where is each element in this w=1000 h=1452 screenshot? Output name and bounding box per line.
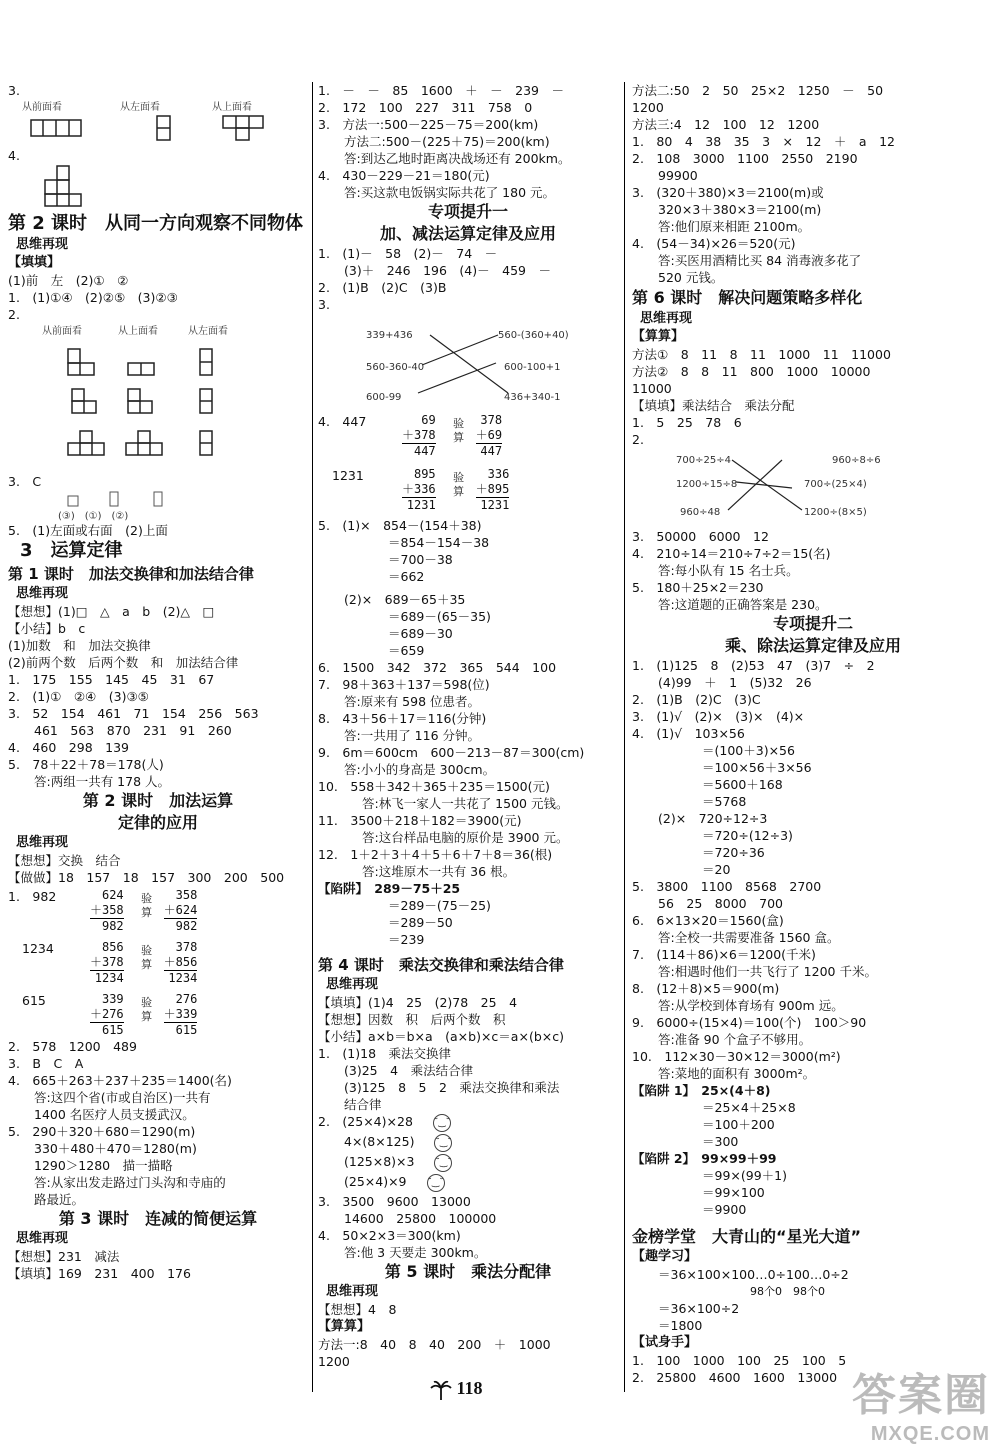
answer-line: 1. (1)①④ (2)②⑤ (3)②③	[8, 290, 178, 305]
answer-line: 6. 6×13×20＝1560(盒)	[632, 913, 784, 928]
vertical-calc	[476, 413, 502, 459]
vertical-calc	[164, 940, 198, 986]
answer-line: 2. (1)B (2)C (3)C	[632, 692, 761, 707]
vertical-calc	[90, 940, 124, 986]
caption-top: 从上面看	[118, 326, 158, 337]
top-view-grid	[222, 115, 264, 141]
answer-line: 2. 172 100 227 311 758 0	[318, 100, 533, 115]
calc-result: 1234	[164, 970, 198, 986]
answer-line: 答:这道题的正确答案是 230。	[658, 597, 828, 612]
suan-heading: 【算算】	[632, 329, 685, 344]
lesson5-title: 第 5 课时 乘法分配律	[384, 1262, 552, 1281]
answer-line: 3. (320＋380)×3＝2100(m)或	[632, 185, 824, 200]
answer-line: 答:他们原来相距 2100m。	[658, 219, 811, 234]
vertical-calc-row	[8, 940, 308, 986]
jinbang-title: 金榜学堂 大青山的“星光大道”	[632, 1227, 862, 1246]
answer-line: 461 563 870 231 91 260	[34, 723, 232, 738]
answer-line: ＝100＋200	[702, 1117, 775, 1132]
answer-line: 98个0 98个0	[750, 1285, 825, 1298]
smiley-face-icon: ˘‿˘	[427, 1174, 445, 1192]
answer-line: ＝5600＋168	[702, 777, 783, 792]
answer-line: (4)99 ＋ 1 (5)32 26	[658, 675, 812, 690]
caption-front: 从前面看	[22, 102, 62, 113]
three-view-grid	[8, 323, 308, 473]
answer-line: 3. 方法一:500－225－75＝200(km)	[318, 117, 539, 132]
answer-line: 方法二:500－(225＋75)＝200(km)	[344, 134, 550, 149]
column-2	[318, 82, 618, 1370]
answer-line: 1234	[22, 941, 54, 956]
answer-line: 答:每小队有 15 名士兵。	[658, 563, 799, 578]
lesson2b-title: 第 2 课时 加法运算	[82, 791, 234, 810]
calc-result: 447	[402, 443, 436, 459]
caption-left: 从左面看	[120, 102, 160, 113]
answer-line: 答:从学校到体育场有 900m 远。	[658, 998, 844, 1013]
page-number	[430, 1378, 483, 1401]
calc-line: 378	[175, 940, 198, 954]
answer-line: 答:菜地的面积有 3000m²。	[658, 1066, 816, 1081]
answer-line: 8. 43＋56＋17＝116(分钟)	[318, 711, 487, 726]
vertical-calc	[402, 413, 436, 459]
answer-line: 11. 3500＋218＋182＝3900(元)	[318, 813, 522, 828]
answer-line: ＝99×100	[702, 1185, 765, 1200]
answer-line: ＝289－50	[388, 915, 453, 930]
yan-suan-label: 验算	[453, 417, 465, 444]
answer-line: 56 25 8000 700	[658, 896, 783, 911]
special-topic-2-title: 专项提升二	[772, 614, 853, 633]
expr-text: (125×8)×3	[344, 1154, 415, 1169]
answer-line: 10. 112×30－30×12＝3000(m²)	[632, 1049, 841, 1064]
answer-line: 4. 460 298 139	[8, 740, 130, 755]
calc-result: 615	[164, 1022, 198, 1038]
answer-line: (1)加数 和 加法交换律	[8, 638, 151, 653]
watermark-url: MXQE.COM	[870, 1423, 990, 1445]
answer-line: (2)× 720÷12÷3	[658, 811, 768, 826]
left-view-grid	[156, 115, 172, 141]
expr-right-3: 1200÷(8×5)	[804, 507, 867, 518]
answer-line: 5. 3800 1100 8568 2700	[632, 879, 822, 894]
answer-line: 方法① 8 11 8 11 1000 11 11000	[632, 347, 891, 362]
small-shape-labels: (③) (①) (②)	[58, 511, 129, 522]
answer-line: 3. 3500 9600 13000	[318, 1194, 471, 1209]
calc-result: 1234	[90, 970, 124, 986]
answer-line: 11000	[632, 381, 672, 396]
answer-line: 320×3＋380×3＝2100(m)	[658, 202, 822, 217]
answer-line: ＝720÷(12÷3)	[702, 828, 793, 843]
answer-line: 1200	[318, 1354, 350, 1369]
special-topic-1-title: 专项提升一	[427, 202, 508, 221]
expr-left-1: 700÷25÷4	[676, 455, 731, 466]
calc-line: 69	[421, 413, 436, 427]
siwei-heading: 思维再现	[326, 1284, 379, 1299]
answer-line: 1. 5 25 78 6	[632, 415, 742, 430]
answer-line: 2. 578 1200 489	[8, 1039, 137, 1054]
quxuexi-heading: 【趣学习】	[632, 1249, 698, 1264]
answer-line: (3)25 4 乘法结合律	[344, 1063, 474, 1078]
caption-front: 从前面看	[42, 326, 82, 337]
answer-line	[318, 1153, 618, 1173]
answer-line: 答:准备 90 个盒子不够用。	[658, 1032, 812, 1047]
calc-line: ＋856	[163, 955, 198, 969]
answer-line: 3. B C A	[8, 1056, 84, 1071]
calc-line: 276	[175, 992, 198, 1006]
answer-line: 1200	[632, 100, 664, 115]
answer-line: 4. 447	[318, 414, 367, 429]
answer-line: 1. 100 1000 100 25 100 5	[632, 1353, 847, 1368]
answer-line	[318, 1133, 618, 1153]
expr-left-3: 960÷48	[680, 507, 721, 518]
answer-line: 【填填】乘法结合 乘法分配	[632, 398, 795, 413]
siwei-heading: 思维再现	[16, 835, 69, 850]
page-number-text: 118	[456, 1378, 483, 1398]
small-shapes	[8, 490, 308, 522]
answer-line: 1. 80 4 38 35 3 × 12 ＋ a 12	[632, 134, 895, 149]
calc-line: ＋358	[89, 903, 124, 917]
answer-line: 方法② 8 8 11 800 1000 10000	[632, 364, 871, 379]
vertical-calc	[476, 467, 510, 513]
small-shape-glyphs	[58, 490, 178, 508]
answer-line: 答:相遇时他们一共飞行了 1200 千米。	[658, 964, 877, 979]
answer-line: 1. － － 85 1600 ＋ － 239 －	[318, 83, 565, 98]
answer-line: 答:全校一共需要准备 1560 盒。	[658, 930, 840, 945]
answer-line: 【填填】169 231 400 176	[8, 1266, 191, 1281]
answer-line: 99900	[658, 168, 698, 183]
answer-line: 5. 290＋320＋680＝1290(m)	[8, 1124, 196, 1139]
answer-line: 答:这堆原木一共有 36 根。	[362, 864, 516, 879]
expr-right-1: 960÷8÷6	[832, 455, 881, 466]
answer-line: 答:小小的身高是 300cm。	[344, 762, 496, 777]
answer-line: 【想想】交换 结合	[8, 853, 121, 868]
siwei-heading: 思维再现	[16, 1231, 69, 1246]
answer-line: 3. (1)√ (2)× (3)× (4)×	[632, 709, 805, 724]
suan-heading: 【算算】	[318, 1319, 371, 1334]
calc-line: ＋276	[89, 1007, 124, 1021]
answer-line: (2)前两个数 后两个数 和 加法结合律	[8, 655, 239, 670]
yan-suan-label: 验算	[453, 471, 465, 498]
answer-line: 结合律	[344, 1097, 382, 1112]
calc-line: ＋378	[401, 428, 436, 442]
answer-line: 答:原来有 598 位患者。	[344, 694, 481, 709]
lesson4-title: 第 4 课时 乘法交换律和乘法结合律	[318, 956, 564, 974]
yan-suan-label: 验算	[141, 892, 153, 919]
answer-line: 5. 180＋25×2＝230	[632, 580, 764, 595]
column-1	[8, 82, 308, 1282]
answer-line: 8. (12＋8)×5＝900(m)	[632, 981, 780, 996]
expr-right-2: 600-100+1	[504, 362, 561, 373]
answer-line: ＝700－38	[388, 552, 453, 567]
answer-line: 方法二:50 2 50 25×2 1250 － 50	[632, 83, 884, 98]
answer-line: 答:一共用了 116 分钟。	[344, 728, 481, 743]
matching-diagram	[632, 448, 994, 528]
answer-line: 答:两组一共有 178 人。	[34, 774, 171, 789]
answer-line: 7. 98＋363＋137＝598(位)	[318, 677, 490, 692]
answer-line: 方法三:4 12 100 12 1200	[632, 117, 820, 132]
answer-line: 2. (1)① ②④ (3)③⑤	[8, 689, 149, 704]
answer-line: ＝36×100÷2	[658, 1301, 740, 1316]
answer-line: ＝99×(99＋1)	[702, 1168, 787, 1183]
answer-line: (3)125 8 5 2 乘法交换律和乘法	[344, 1080, 560, 1095]
expr-right-3: 436+340-1	[504, 392, 561, 403]
special-topic-1-subtitle: 加、减法运算定律及应用	[379, 224, 556, 243]
lesson1-title: 第 1 课时 加法交换律和加法结合律	[8, 565, 254, 583]
yan-suan-label: 验算	[141, 944, 153, 971]
answer-line: ＝1800	[658, 1318, 703, 1333]
expr-text: (25×4)×9	[344, 1174, 407, 1189]
palm-tree-icon	[430, 1379, 452, 1401]
answer-line: 【做做】18 157 18 157 300 200 500	[8, 870, 285, 885]
item-4: 4.	[8, 148, 20, 163]
answer-line: 6. 1500 342 372 365 544 100	[318, 660, 557, 675]
answer-line	[318, 1113, 618, 1133]
caption-top: 从上面看	[212, 102, 252, 113]
siwei-heading: 思维再现	[16, 586, 69, 601]
unit3-title: 3 运算定律	[20, 540, 123, 561]
answer-line: 3. 52 154 461 71 154 256 563	[8, 706, 259, 721]
answer-line: ＝289－(75－25)	[388, 898, 491, 913]
answer-line: ＝662	[388, 569, 425, 584]
calc-line: 358	[175, 888, 198, 902]
answer-line: 答:林飞一家人一共花了 1500 元钱。	[362, 796, 569, 811]
answer-line: 路最近。	[34, 1192, 85, 1207]
answer-line: ＝36×100×100…0÷100…0÷2	[658, 1267, 849, 1282]
watermark-logo-text: 答案圈	[852, 1371, 990, 1420]
answer-line: 2. 25800 4600 1600 13000	[632, 1370, 838, 1385]
answer-line: 5. (1)× 854－(154＋38)	[318, 518, 482, 533]
answer-line: 答:买这款电饭锅实际共花了 180 元。	[344, 185, 556, 200]
answer-line: ＝300	[702, 1134, 739, 1149]
answer-line: 【小结】b c	[8, 621, 86, 636]
vertical-calc	[90, 888, 124, 934]
trap-line: 【陷阱 1】 25×(4＋8)	[632, 1083, 771, 1098]
answer-line: 4. (1)√ 103×56	[632, 726, 745, 741]
trap-line: 【陷阱】 289－75＋25	[318, 881, 461, 896]
calc-result: 982	[90, 918, 124, 934]
answer-line: 2.	[8, 307, 20, 322]
answer-line: ＝239	[388, 932, 425, 947]
yan-suan-label: 验算	[141, 996, 153, 1023]
siwei-heading: 思维再现	[326, 977, 379, 992]
answer-line: 5. (1)左面或右面 (2)上面	[8, 523, 168, 538]
calc-result: 447	[476, 443, 502, 459]
vertical-calc	[402, 467, 436, 513]
expr-right-1: 560-(360+40)	[498, 330, 569, 341]
answer-line: 4. 210÷14＝210÷7÷2＝15(名)	[632, 546, 831, 561]
column-divider-1	[312, 82, 313, 1392]
vertical-calc	[164, 888, 198, 934]
answer-line	[318, 1173, 618, 1193]
answer-line: (3)＋ 246 196 (4)－ 459 －	[344, 263, 551, 278]
answer-line: 4. 665＋263＋237＋235＝1400(名)	[8, 1073, 232, 1088]
answer-line: 【想想】(1)□ △ a b (2)△ □	[8, 604, 215, 619]
item-3: 3.	[8, 83, 20, 98]
answer-line: 答:这台样品电脑的原价是 3900 元。	[362, 830, 569, 845]
answer-line: 2.	[632, 432, 644, 447]
vertical-calc-row	[318, 467, 618, 513]
answer-line: 1. (1)－ 58 (2)－ 74 －	[318, 246, 498, 261]
answer-line: 3.	[318, 297, 330, 312]
calc-result: 1231	[476, 497, 510, 513]
calc-line: 856	[101, 940, 124, 954]
item-4-grid	[44, 164, 84, 208]
calc-result: 1231	[402, 497, 436, 513]
answer-line: 7. (114＋86)×6＝1200(千米)	[632, 947, 816, 962]
answer-line: 1. (1)18 乘法交换律	[318, 1046, 452, 1061]
expr-left-3: 600-99	[366, 392, 402, 403]
answer-line: 9. 6000÷(15×4)＝100(个) 100＞90	[632, 1015, 867, 1030]
answer-line: 答:买医用酒精比买 84 消毒液多花了	[658, 253, 862, 268]
view-diagram-row	[8, 99, 308, 147]
answer-line: 1400 名医疗人员支援武汉。	[34, 1107, 195, 1122]
calc-result: 615	[90, 1022, 124, 1038]
expr-left-1: 339+436	[366, 330, 413, 341]
trap-line: 【陷阱 2】 99×99＋99	[632, 1151, 777, 1166]
answer-line: 4. (54－34)×26＝520(元)	[632, 236, 796, 251]
answer-line: (2)× 689－65＋35	[344, 592, 466, 607]
answer-line: 2. (1)B (2)C (3)B	[318, 280, 447, 295]
smiley-face-icon: ˘‿˘	[433, 1114, 451, 1132]
answer-line: 12. 1＋2＋3＋4＋5＋6＋7＋8＝36(根)	[318, 847, 553, 862]
expr-left-2: 1200÷15÷8	[676, 479, 738, 490]
special-topic-2-subtitle: 乘、除法运算定律及应用	[724, 636, 901, 655]
answer-line: ＝689－30	[388, 626, 453, 641]
view-shapes	[48, 339, 228, 469]
answer-line: 【填填】(1)4 25 (2)78 25 4	[318, 995, 518, 1010]
vertical-calc	[164, 992, 198, 1038]
answer-line: 1. 982	[8, 889, 57, 904]
expr-text: 4×(8×125)	[344, 1134, 415, 1149]
answer-line: 方法一:8 40 8 40 200 ＋ 1000	[318, 1337, 551, 1352]
vertical-calc-row	[8, 992, 308, 1038]
answer-line: 【想想】231 减法	[8, 1249, 120, 1264]
answer-line: 520 元钱。	[658, 270, 724, 285]
vertical-calc	[90, 992, 124, 1038]
answer-line: 4. 430－229－21＝180(元)	[318, 168, 490, 183]
answer-line: 9. 6m＝600cm 600－213－87＝300(cm)	[318, 745, 585, 760]
answer-line: 答:他 3 天要走 300km。	[344, 1245, 487, 1260]
column-divider-2	[624, 82, 625, 1392]
column-3	[632, 82, 994, 1386]
answer-line: 3. C	[8, 474, 42, 489]
answer-line: 14600 25800 100000	[344, 1211, 497, 1226]
calc-line: ＋336	[401, 482, 436, 496]
answer-line: 1. (1)125 8 (2)53 47 (3)7 ÷ 2	[632, 658, 875, 673]
expr-right-2: 700÷(25×4)	[804, 479, 867, 490]
answer-line: 3. 50000 6000 12	[632, 529, 769, 544]
calc-line: ＋624	[163, 903, 198, 917]
answer-line: ＝(100＋3)×56	[702, 743, 795, 758]
answer-line: 1231	[332, 468, 364, 483]
answer-line: 10. 558＋342＋365＋235＝1500(元)	[318, 779, 550, 794]
vertical-calc-row	[318, 413, 618, 459]
calc-line: 336	[487, 467, 510, 481]
answer-line: 【小结】a×b＝b×a (a×b)×c＝a×(b×c)	[318, 1029, 564, 1044]
answer-line: ＝9900	[702, 1202, 747, 1217]
calc-result: 982	[164, 918, 198, 934]
calc-line: 378	[480, 413, 503, 427]
caption-left: 从左面看	[188, 326, 228, 337]
answer-line: 【想想】因数 积 后两个数 积	[318, 1012, 506, 1027]
expr-text: 2. (25×4)×28	[318, 1114, 413, 1129]
answer-line: ＝25×4＋25×8	[702, 1100, 796, 1115]
lesson6-title: 第 6 课时 解决问题策略多样化	[632, 288, 863, 307]
expr-left-2: 560-360-40	[366, 362, 425, 373]
answer-line: 5. 78＋22＋78＝178(人)	[8, 757, 164, 772]
front-view-grid	[30, 115, 82, 137]
vertical-calc-row	[8, 888, 308, 934]
smiley-face-icon: ˘‿˘	[434, 1154, 452, 1172]
calc-line: 339	[101, 992, 124, 1006]
answer-line: ＝20	[702, 862, 731, 877]
answer-line: 答:从家出发走路过门头沟和寺庙的	[34, 1175, 226, 1190]
calc-line: ＋378	[89, 955, 124, 969]
shishenshou-heading: 【试身手】	[632, 1335, 698, 1350]
answer-line: ＝5768	[702, 794, 747, 809]
answer-line: ＝100×56＋3×56	[702, 760, 812, 775]
answer-line: 答:这四个省(市或自治区)一共有	[34, 1090, 211, 1105]
matching-diagram	[318, 313, 618, 409]
calc-line: ＋69	[475, 428, 503, 442]
smiley-face-icon: ˘‿˘	[434, 1134, 452, 1152]
answer-line: 330＋480＋470＝1280(m)	[34, 1141, 197, 1156]
siwei-heading: 思维再现	[16, 237, 69, 252]
answer-line: 1290＞1280 描一描略	[34, 1158, 173, 1173]
lesson2b-title-2: 定律的应用	[117, 813, 198, 832]
siwei-heading: 思维再现	[640, 311, 693, 326]
answer-line: 答:到达乙地时距离决战场还有 200km。	[344, 151, 571, 166]
answer-line: 【想想】4 8	[318, 1302, 397, 1317]
answer-line: ＝659	[388, 643, 425, 658]
answer-line: 1. 175 155 145 45 31 67	[8, 672, 215, 687]
answer-line: 615	[22, 993, 46, 1008]
lesson3-title: 第 3 课时 连减的简便运算	[58, 1209, 258, 1228]
lesson2-title: 第 2 课时 从同一方向观察不同物体	[8, 213, 304, 234]
answer-line: 4. 50×2×3＝300(km)	[318, 1228, 461, 1243]
answer-line: (1)前 左 (2)① ②	[8, 273, 129, 288]
calc-line: 624	[101, 888, 124, 902]
calc-line: ＋339	[163, 1007, 198, 1021]
calc-line: ＋895	[475, 482, 510, 496]
watermark	[852, 1359, 990, 1446]
answer-line: ＝720÷36	[702, 845, 765, 860]
answer-line: ＝689－(65－35)	[388, 609, 491, 624]
tiantian-heading: 【填填】	[8, 255, 61, 270]
answer-line: 2. 108 3000 1100 2550 2190	[632, 151, 858, 166]
calc-line: 895	[413, 467, 436, 481]
answer-line: ＝854－154－38	[388, 535, 490, 550]
